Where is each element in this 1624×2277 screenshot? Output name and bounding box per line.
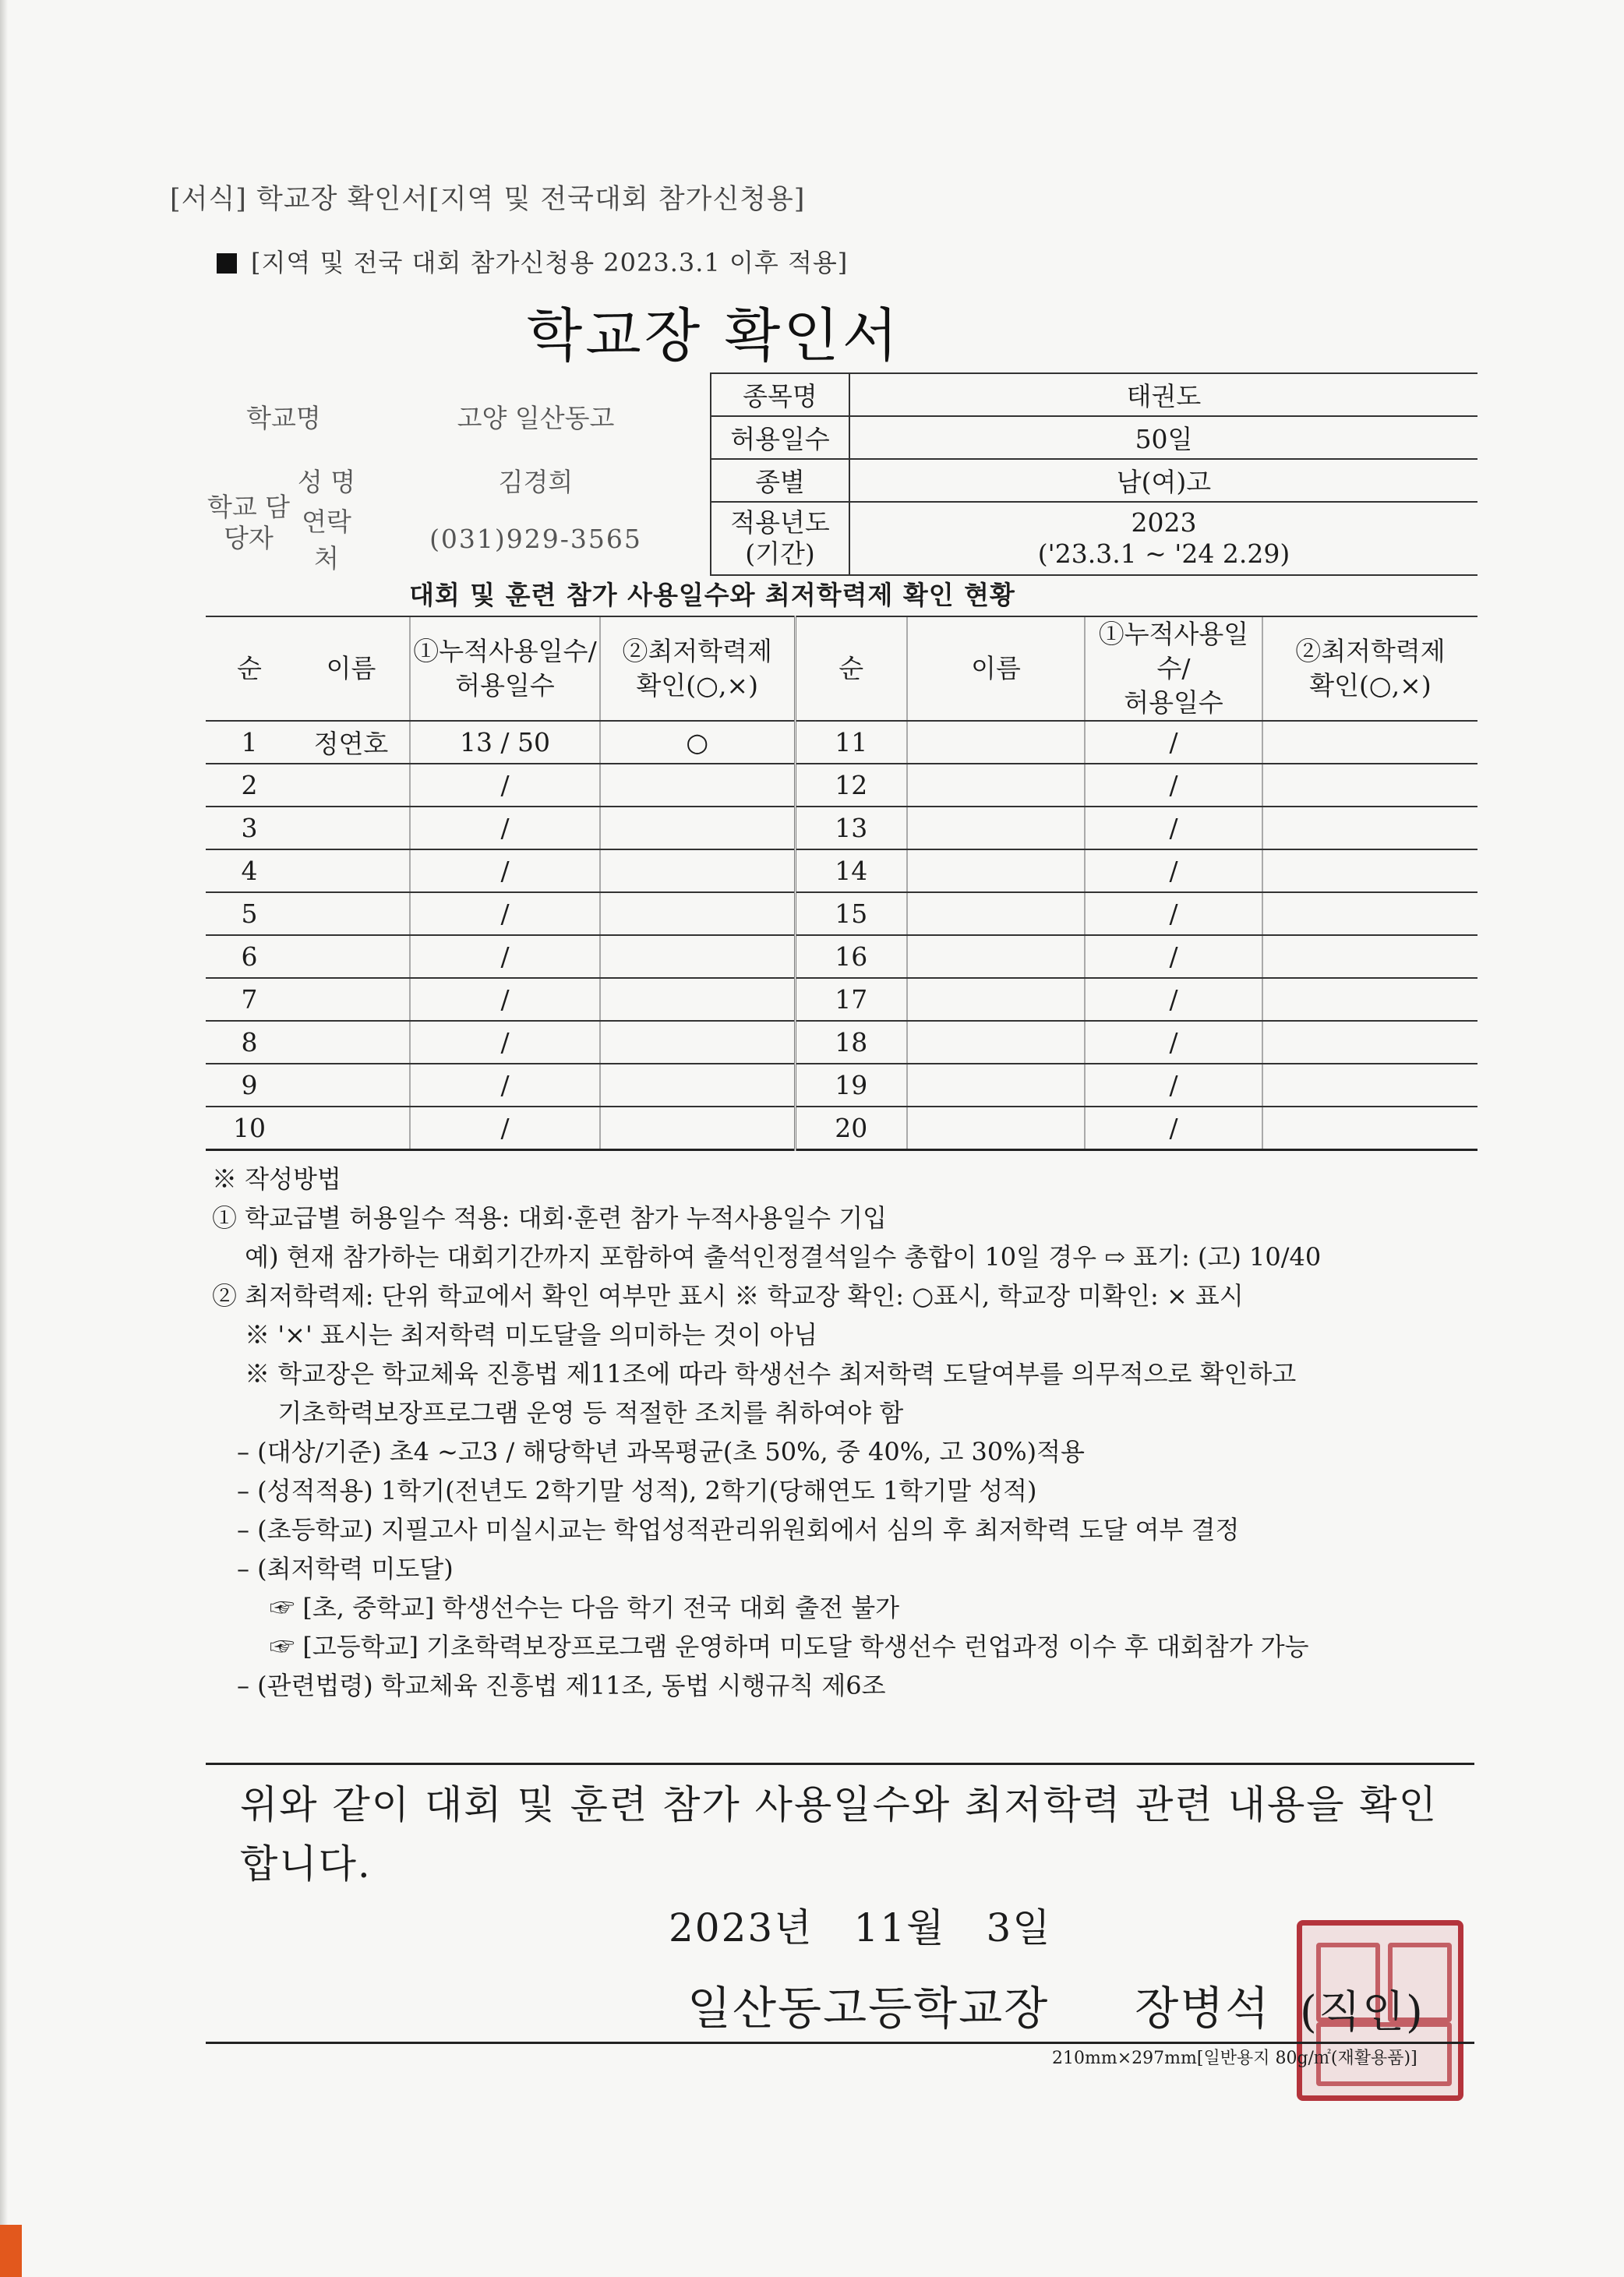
period-value: ('23.3.1 ~ '24 2.29) — [1037, 538, 1290, 569]
col-header-no: 순 — [206, 616, 293, 721]
row-number: 18 — [795, 1021, 907, 1064]
table-row — [206, 849, 1477, 892]
school-label: 학교명 — [246, 402, 321, 433]
row-name — [293, 1107, 410, 1150]
row-days: / — [410, 1021, 600, 1064]
type-label: 종별 — [711, 459, 849, 502]
instruction-line: – (성적적용) 1학기(전년도 2학기말 성적), 2학기(당해연도 1학기말 성적) — [212, 1476, 1037, 1506]
contact-value: (031)929-3565 — [429, 523, 642, 554]
year-value-cell — [849, 502, 1477, 575]
row-number: 15 — [795, 892, 907, 935]
row-check — [1262, 935, 1477, 978]
instruction-line: ☞ [고등학교] 기초학력보장프로그램 운영하며 미도달 학생선수 런업과정 이수 후 대회참가 가능 — [212, 1632, 1309, 1661]
table-row — [206, 1107, 1477, 1150]
row-check — [1262, 1064, 1477, 1107]
row-check — [600, 1064, 795, 1107]
row-number: 6 — [206, 935, 293, 978]
col-header-check-line2: 확인(○,×) — [636, 670, 758, 701]
row-name — [907, 807, 1085, 849]
row-check — [600, 978, 795, 1021]
row-name — [293, 807, 410, 849]
row-check — [600, 764, 795, 807]
col-header-name: 이름 — [293, 616, 410, 721]
row-days: / — [1085, 935, 1262, 978]
row-days: / — [1085, 978, 1262, 1021]
signer-name: 장병석 — [1135, 1982, 1271, 2035]
row-number: 9 — [206, 1064, 293, 1107]
name-label: 성 명 — [297, 467, 356, 497]
row-days: 13 / 50 — [410, 721, 600, 764]
section-title-text: 대회 및 훈련 참가 사용일수와 최저학력제 확인 현황 — [409, 580, 1015, 610]
table-row — [206, 1021, 1477, 1064]
row-number: 11 — [795, 721, 907, 764]
col-header-days-line2: 허용일수 — [455, 670, 555, 701]
row-number: 14 — [795, 849, 907, 892]
row-name — [907, 721, 1085, 764]
teacher-label: 학교 담당자 — [207, 491, 291, 553]
table-row — [206, 978, 1477, 1021]
row-name — [293, 1064, 410, 1107]
row-check — [600, 1021, 795, 1064]
row-name — [907, 849, 1085, 892]
confirmation-statement: 위와 같이 대회 및 훈련 참가 사용일수와 최저학력 관련 내용을 확인합니다. — [240, 1782, 1439, 1887]
info-table — [206, 372, 1477, 576]
background-object — [0, 2225, 22, 2277]
name-value: 김경희 — [498, 467, 574, 497]
period-label: (기간) — [745, 538, 815, 569]
row-check — [1262, 1021, 1477, 1064]
row-number: 8 — [206, 1021, 293, 1064]
row-check — [1262, 849, 1477, 892]
section-title — [0, 575, 1624, 612]
row-days: / — [1085, 764, 1262, 807]
row-check: ○ — [600, 721, 795, 764]
row-name — [907, 978, 1085, 1021]
row-number: 7 — [206, 978, 293, 1021]
table-row — [206, 764, 1477, 807]
row-days: / — [410, 764, 600, 807]
square-bullet-icon — [217, 253, 237, 274]
instruction-line: ② 최저학력제: 단위 학교에서 확인 여부만 표시 ※ 학교장 확인: ○표시, 학교장 미확인: × 표시 — [212, 1281, 1244, 1311]
row-days: / — [410, 807, 600, 849]
row-check — [1262, 892, 1477, 935]
row-days: / — [410, 978, 600, 1021]
row-number: 12 — [795, 764, 907, 807]
table-row — [206, 935, 1477, 978]
row-check — [1262, 1107, 1477, 1150]
row-days: / — [1085, 1064, 1262, 1107]
col-header-check — [600, 616, 795, 721]
row-number: 19 — [795, 1064, 907, 1107]
allowed-days-value: 50일 — [849, 416, 1477, 459]
row-name — [907, 892, 1085, 935]
row-name — [907, 1107, 1085, 1150]
col-header-no-2: 순 — [795, 616, 907, 721]
document-title — [0, 290, 1624, 372]
instructions — [212, 1160, 1474, 1705]
table-row — [206, 892, 1477, 935]
instruction-line: ※ '×' 표시는 최저학력 미도달을 의미하는 것이 아님 — [212, 1320, 818, 1350]
row-days: / — [1085, 849, 1262, 892]
instruction-line: ☞ [초, 중학교] 학생선수는 다음 학기 전국 대회 출전 불가 — [212, 1593, 900, 1622]
row-check — [1262, 807, 1477, 849]
paper-spec: 210mm×297mm[일반용지 80g/㎡(재활용품)] — [1052, 2049, 1417, 2068]
row-days: / — [410, 935, 600, 978]
row-check — [600, 807, 795, 849]
row-number: 2 — [206, 764, 293, 807]
document-title-text: 학교장 확인서 — [526, 302, 902, 369]
instruction-line: 기초학력보장프로그램 운영 등 적절한 조치를 취하여야 함 — [212, 1398, 904, 1428]
row-check — [1262, 764, 1477, 807]
event-label: 종목명 — [711, 373, 849, 416]
row-days: / — [410, 892, 600, 935]
row-check — [1262, 721, 1477, 764]
instruction-line: ※ 작성방법 — [212, 1164, 341, 1194]
table-row — [206, 807, 1477, 849]
instruction-line: – (관련법령) 학교체육 진흥법 제11조, 동법 시행규칙 제6조 — [212, 1671, 886, 1700]
allowed-days-label: 허용일수 — [711, 416, 849, 459]
row-name — [907, 764, 1085, 807]
row-name — [293, 892, 410, 935]
form-label: [서식] 학교장 확인서[지역 및 전국대회 참가신청용] — [170, 184, 806, 215]
row-check — [600, 1107, 795, 1150]
row-name — [293, 1021, 410, 1064]
signer-title: 일산동고등학교장 — [687, 1982, 1050, 2035]
year-label: 적용년도 — [730, 507, 830, 538]
form-subtitle — [217, 243, 848, 279]
divider — [206, 1763, 1474, 1765]
seal-mark: (직인) — [1300, 1987, 1425, 2038]
instruction-line: 예) 현재 참가하는 대회기간까지 포함하여 출석인정결석일수 총합이 10일 경우 ⇨ 표기: (고) 10/40 — [212, 1242, 1322, 1272]
year-value: 2023 — [1131, 507, 1197, 538]
row-name — [907, 935, 1085, 978]
row-check — [1262, 978, 1477, 1021]
row-days: / — [1085, 807, 1262, 849]
row-days: / — [1085, 1021, 1262, 1064]
col-header-check-2 — [1262, 616, 1477, 721]
row-number: 20 — [795, 1107, 907, 1150]
row-check — [600, 892, 795, 935]
instruction-line: – (최저학력 미도달) — [212, 1554, 454, 1583]
row-number: 5 — [206, 892, 293, 935]
year-label-cell — [711, 502, 849, 575]
row-check — [600, 935, 795, 978]
row-number: 10 — [206, 1107, 293, 1150]
instruction-line: ① 학교급별 허용일수 적용: 대회·훈련 참가 누적사용일수 기입 — [212, 1203, 888, 1233]
row-check — [600, 849, 795, 892]
signer — [687, 1972, 1270, 2037]
row-number: 3 — [206, 807, 293, 849]
col-header-days-2 — [1085, 616, 1262, 721]
col-header-name-2: 이름 — [907, 616, 1085, 721]
instruction-line: ※ 학교장은 학교체육 진흥법 제11조에 따라 학생선수 최저학력 도달여부를 의무적으로 확인하고 — [212, 1359, 1297, 1389]
col-header-days — [410, 616, 600, 721]
row-name — [293, 935, 410, 978]
row-days: / — [1085, 892, 1262, 935]
row-days: / — [1085, 721, 1262, 764]
row-name — [293, 764, 410, 807]
row-number: 4 — [206, 849, 293, 892]
row-days: / — [410, 1107, 600, 1150]
type-value: 남(여)고 — [849, 459, 1477, 502]
issue-date: 2023년 11월 3일 — [669, 1905, 1052, 1950]
participants-table — [206, 616, 1477, 1151]
form-subtitle-text: [지역 및 전국 대회 참가신청용 2023.3.1 이후 적용] — [251, 248, 849, 277]
col-header-check2-line2: 확인(○,×) — [1309, 670, 1432, 701]
instruction-line: – (초등학교) 지필고사 미실시교는 학업성적관리위원회에서 심의 후 최저학력 도달 여부 결정 — [212, 1515, 1240, 1544]
row-number: 17 — [795, 978, 907, 1021]
col-header-days-line1: ①누적사용일수/ — [413, 636, 597, 666]
contact-label: 연락처 — [302, 507, 351, 574]
row-number: 16 — [795, 935, 907, 978]
row-days: / — [410, 849, 600, 892]
school-value: 고양 일산동고 — [457, 402, 615, 433]
row-name — [293, 978, 410, 1021]
row-name — [907, 1021, 1085, 1064]
row-name — [907, 1064, 1085, 1107]
table-header-row — [206, 616, 1477, 721]
col-header-check-line1: ②최저학력제 — [622, 636, 772, 666]
divider-bottom — [206, 2042, 1474, 2044]
row-number: 13 — [795, 807, 907, 849]
instruction-line: – (대상/기준) 초4 ~고3 / 해당학년 과목평균(초 50%, 중 40%, 고 30%)적용 — [212, 1437, 1085, 1467]
row-name — [293, 849, 410, 892]
table-row — [206, 1064, 1477, 1107]
row-name: 정연호 — [293, 721, 410, 764]
col-header-days2-line2: 허용일수 — [1124, 687, 1223, 718]
col-header-check2-line1: ②최저학력제 — [1295, 636, 1446, 666]
event-value: 태권도 — [849, 373, 1477, 416]
col-header-days2-line1: ①누적사용일수/ — [1098, 619, 1249, 683]
row-number: 1 — [206, 721, 293, 764]
row-days: / — [1085, 1107, 1262, 1150]
table-row — [206, 721, 1477, 764]
row-days: / — [410, 1064, 600, 1107]
